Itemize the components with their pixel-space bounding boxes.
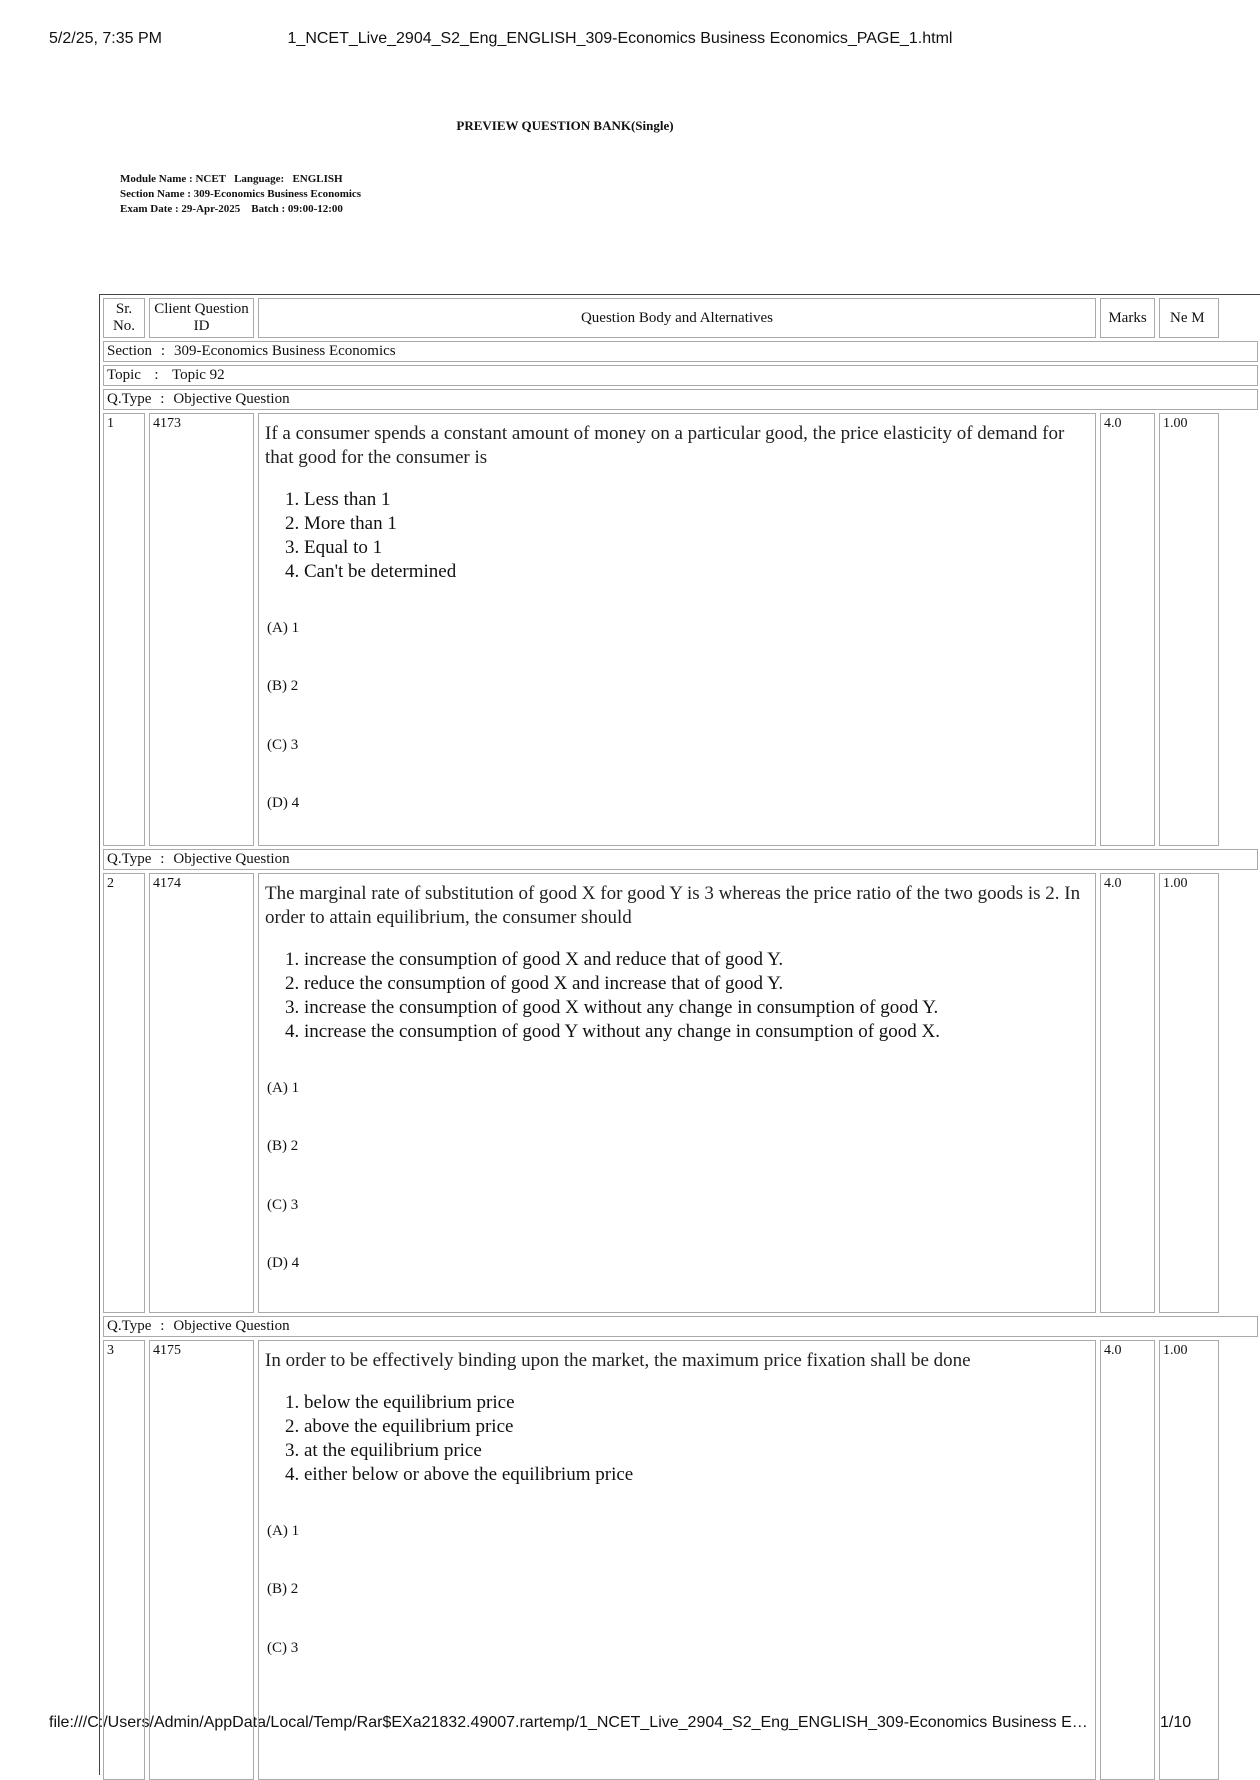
qtype-value: Objective Question bbox=[173, 391, 290, 407]
qtype-label: Q.Type bbox=[107, 1318, 152, 1334]
q3-body bbox=[258, 1340, 1096, 1780]
q2-alternative-d: (D) 4 bbox=[267, 1255, 300, 1271]
q3-option: 1. below the equilibrium price bbox=[285, 1392, 515, 1413]
print-datetime: 5/2/25, 7:35 PM bbox=[49, 30, 162, 47]
q1-option: 2. More than 1 bbox=[285, 513, 397, 534]
qtype-label: Q.Type bbox=[107, 851, 152, 867]
q3-option: 3. at the equilibrium price bbox=[285, 1440, 482, 1461]
question-table bbox=[99, 294, 1205, 1704]
q1-options bbox=[285, 488, 1089, 584]
topic-label: Topic bbox=[107, 367, 141, 383]
topic-row bbox=[103, 365, 1258, 386]
qtype-row bbox=[103, 389, 1258, 410]
meta-line-module: Module Name : NCET Language: ENGLISH bbox=[120, 173, 343, 185]
print-page-title: 1_NCET_Live_2904_S2_Eng_ENGLISH_309-Economics Business Economics_PAGE_1.html bbox=[287, 30, 953, 47]
q3-alternative-a: (A) 1 bbox=[267, 1523, 300, 1539]
header-question-body: Question Body and Alternatives bbox=[258, 298, 1096, 338]
q2-alternative-a: (A) 1 bbox=[267, 1080, 300, 1096]
q2-question-text: The marginal rate of substitution of good X for good Y is 3 whereas the price ratio of the two goods is 2. In order to attain equilibrium, the consumer should bbox=[265, 883, 1081, 928]
q1-negative-marks: 1.00 bbox=[1159, 413, 1219, 846]
q3-negative-marks: 1.00 bbox=[1159, 1340, 1219, 1780]
q1-alternative-a: (A) 1 bbox=[267, 620, 300, 636]
header-client-qid: Client Question ID bbox=[149, 298, 254, 338]
exam-meta bbox=[120, 172, 361, 217]
q2-negative-marks: 1.00 bbox=[1159, 873, 1219, 1313]
qtype-value: Objective Question bbox=[173, 851, 290, 867]
qtype-separator: : bbox=[160, 1318, 165, 1334]
q2-option: 4. increase the consumption of good Y without any change in consumption of good X. bbox=[285, 1021, 941, 1042]
section-label: Section bbox=[107, 343, 152, 359]
question-table-frame bbox=[99, 294, 1260, 1775]
q2-option: 2. reduce the consumption of good X and increase that of good Y. bbox=[285, 973, 784, 994]
qtype-row bbox=[103, 849, 1258, 870]
q3-client-id: 4175 bbox=[149, 1340, 254, 1780]
q1-option: 1. Less than 1 bbox=[285, 489, 391, 510]
q3-alternative-b: (B) 2 bbox=[267, 1581, 299, 1597]
print-footer-url: file:///C:/Users/Admin/AppData/Local/Temp/Rar$EXa21832.49007.rartemp/1_NCET_Live_2904_S2_Eng_ENGLISH_309-Economics Business E… bbox=[49, 1714, 1088, 1731]
meta-line-section: Section Name : 309-Economics Business Economics bbox=[120, 188, 362, 200]
header-marks: Marks bbox=[1100, 298, 1155, 338]
q2-marks: 4.0 bbox=[1100, 873, 1155, 1313]
q2-option: 3. increase the consumption of good X without any change in consumption of good Y. bbox=[285, 997, 939, 1018]
q1-alternative-d: (D) 4 bbox=[267, 795, 300, 811]
topic-separator: : bbox=[154, 367, 159, 383]
q2-body bbox=[258, 873, 1096, 1313]
q3-sr-no: 3 bbox=[103, 1340, 145, 1780]
header-sr-no: Sr. No. bbox=[103, 298, 145, 338]
q3-question-text: In order to be effectively binding upon the market, the maximum price fixation shall be done bbox=[265, 1350, 971, 1371]
q2-alternative-c: (C) 3 bbox=[267, 1197, 299, 1213]
q1-marks: 4.0 bbox=[1100, 413, 1155, 846]
topic-value: Topic 92 bbox=[171, 367, 225, 383]
q1-option: 3. Equal to 1 bbox=[285, 537, 383, 558]
q1-alternative-c: (C) 3 bbox=[267, 737, 299, 753]
q2-option: 1. increase the consumption of good X and reduce that of good Y. bbox=[285, 949, 784, 970]
q3-marks: 4.0 bbox=[1100, 1340, 1155, 1780]
q3-options bbox=[285, 1391, 1089, 1487]
q1-body bbox=[258, 413, 1096, 846]
meta-line-exam-date: Exam Date : 29-Apr-2025 Batch : 09:00-12:00 bbox=[120, 203, 343, 215]
qtype-row bbox=[103, 1316, 1258, 1337]
header-negative-marks: Ne M bbox=[1159, 298, 1219, 338]
q3-option: 4. either below or above the equilibrium price bbox=[285, 1464, 634, 1485]
qtype-value: Objective Question bbox=[173, 1318, 290, 1334]
q1-question-text: If a consumer spends a constant amount of money on a particular good, the price elasticity of demand for that good for the consumer is bbox=[265, 423, 1065, 468]
q2-options bbox=[285, 948, 1089, 1044]
print-page-number: 1/10 bbox=[1160, 1714, 1192, 1731]
section-separator: : bbox=[160, 343, 166, 359]
qtype-separator: : bbox=[160, 391, 165, 407]
q2-sr-no: 2 bbox=[103, 873, 145, 1313]
qtype-separator: : bbox=[160, 851, 165, 867]
qtype-label: Q.Type bbox=[107, 391, 152, 407]
q3-option: 2. above the equilibrium price bbox=[285, 1416, 514, 1437]
preview-title: PREVIEW QUESTION BANK(Single) bbox=[456, 118, 674, 133]
q1-alternative-b: (B) 2 bbox=[267, 678, 299, 694]
section-row bbox=[103, 341, 1258, 362]
q2-client-id: 4174 bbox=[149, 873, 254, 1313]
q1-option: 4. Can't be determined bbox=[285, 561, 457, 582]
q2-alternative-b: (B) 2 bbox=[267, 1138, 299, 1154]
q1-sr-no: 1 bbox=[103, 413, 145, 846]
q3-alternative-c: (C) 3 bbox=[267, 1640, 299, 1656]
q1-client-id: 4173 bbox=[149, 413, 254, 846]
section-value: 309-Economics Business Economics bbox=[174, 343, 396, 359]
